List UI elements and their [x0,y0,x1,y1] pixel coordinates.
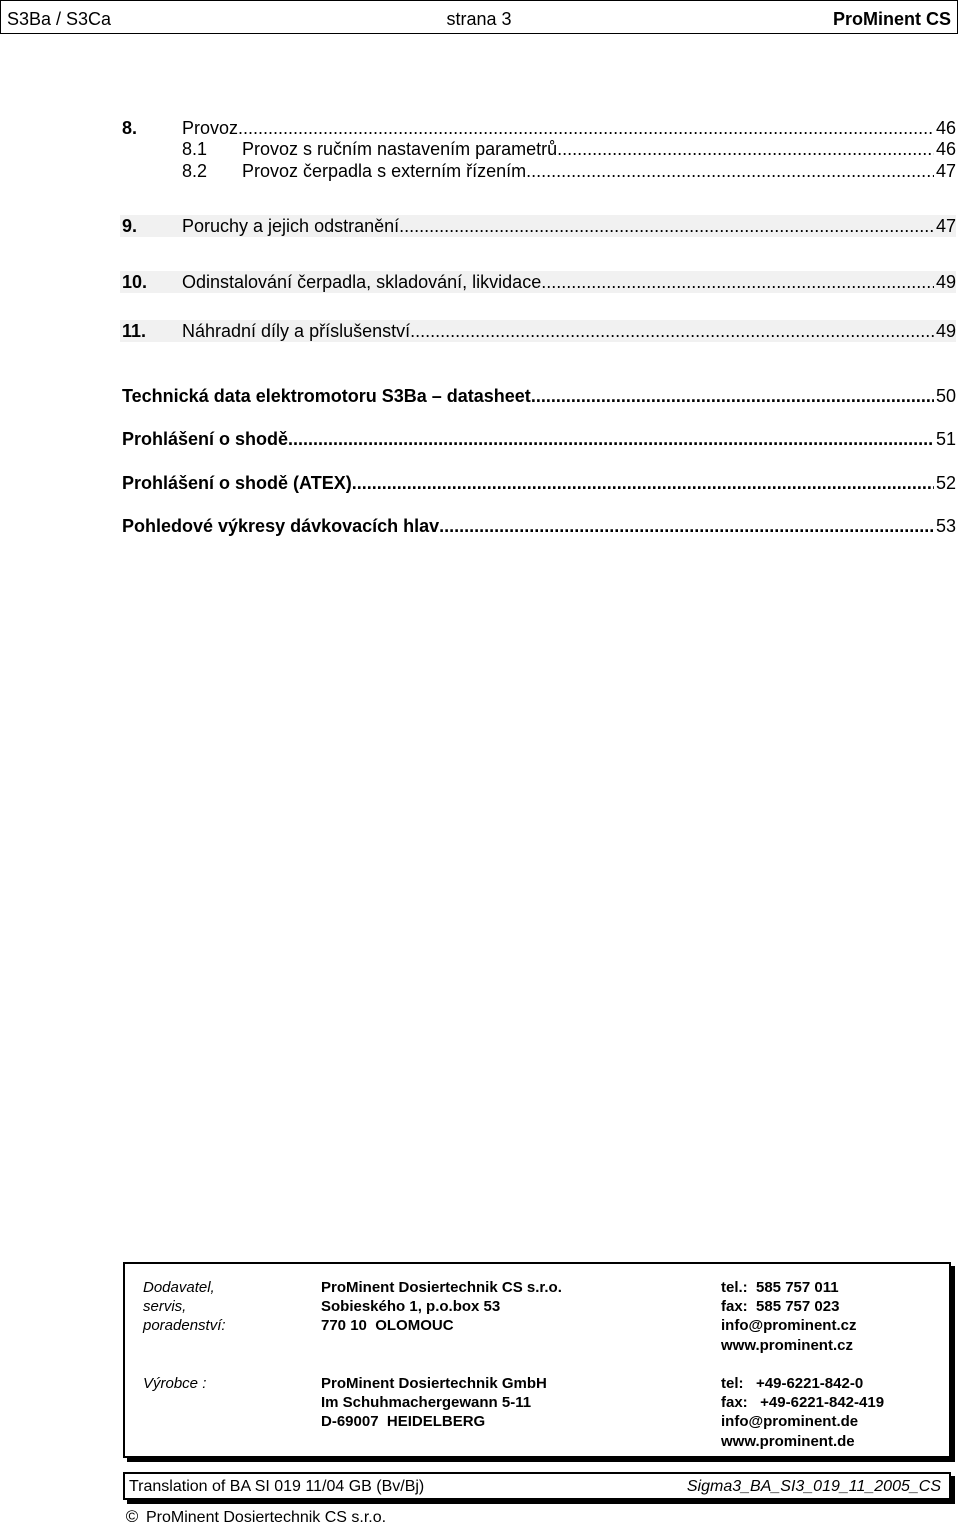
supplier-label: Dodavatel, [143,1279,215,1296]
supplier-fax: fax: 585 757 023 [721,1298,840,1315]
toc-leader [352,472,934,494]
toc-page: 50 [935,386,956,406]
toc-page: 47 [935,161,956,181]
toc-page: 51 [935,429,956,449]
toc-number: 11. [122,321,147,341]
contact-box [123,1262,951,1458]
header-company: ProMinent CS [832,9,951,29]
manufacturer-city: D-69007 HEIDELBERG [321,1413,486,1430]
toc-number: 8.2 [182,161,208,181]
toc-leader [410,320,934,342]
toc-page: 49 [935,321,956,341]
toc-number: 8. [122,118,138,138]
copyright-icon: © [125,1507,139,1526]
manufacturer-website[interactable]: www.prominent.de [721,1433,855,1450]
toc-page: 53 [935,516,956,536]
toc-leader [557,138,934,160]
header-page-number: strana 3 [446,9,512,29]
manufacturer-label: Výrobce : [143,1375,207,1392]
supplier-email[interactable]: info@prominent.cz [721,1317,857,1334]
page-header [0,0,958,34]
copyright-text: ProMinent Dosiertechnik CS s.r.o. [146,1509,387,1526]
toc-leader [541,271,934,293]
consulting-label: poradenství: [143,1317,226,1334]
toc-entry-8[interactable] [120,117,956,139]
toc-entry-8-1[interactable] [120,138,956,160]
supplier-street: Sobieského 1, p.o.box 53 [321,1298,501,1315]
manufacturer-street: Im Schuhmachergewann 5-11 [321,1394,532,1411]
toc-entry-datasheet[interactable] [120,385,956,407]
toc-title: Poruchy a jejich odstranění [182,216,400,236]
toc-page: 46 [935,118,956,138]
copyright-line [124,1507,386,1527]
toc-entry-11[interactable] [120,320,956,342]
footer-bar [123,1472,951,1500]
toc-title: Prohlášení o shodě (ATEX) [122,473,352,493]
toc-title: Provoz [182,118,239,138]
toc-entry-declaration-atex[interactable] [120,472,956,494]
toc-entry-10[interactable] [120,271,956,293]
toc-leader [238,117,934,139]
supplier-phone: tel.: 585 757 011 [721,1279,839,1296]
supplier-website[interactable]: www.prominent.cz [721,1337,853,1354]
toc-title: Odinstalování čerpadla, skladování, likvidace [182,272,542,292]
toc-title: Technická data elektromotoru S3Ba – datasheet [122,386,531,406]
toc-number: 8.1 [182,139,208,159]
manufacturer-email[interactable]: info@prominent.de [721,1413,859,1430]
toc-leader [531,385,934,407]
toc-title: Provoz s ručním nastavením parametrů [242,139,558,159]
toc-leader [439,515,934,537]
toc-title: Náhradní díly a příslušenství [182,321,411,341]
toc-number: 10. [122,272,148,292]
manufacturer-fax: fax: +49-6221-842-419 [721,1394,885,1411]
toc-entry-declaration[interactable] [120,428,956,450]
toc-page: 49 [935,272,956,292]
service-label: servis, [143,1298,187,1315]
toc-leader [526,160,934,182]
toc-page: 47 [935,216,956,236]
toc-entry-9[interactable] [120,215,956,237]
manufacturer-phone: tel: +49-6221-842-0 [721,1375,864,1392]
toc-title: Prohlášení o shodě [122,429,289,449]
toc-page: 52 [935,473,956,493]
toc-page: 46 [935,139,956,159]
toc-title: Provoz čerpadla s externím řízením [242,161,527,181]
header-doc-id: S3Ba / S3Ca [7,9,112,29]
toc-entry-8-2[interactable] [120,160,956,182]
toc-title: Pohledové výkresy dávkovacích hlav [122,516,440,536]
toc-number: 9. [122,216,138,236]
footer-document-code: Sigma3_BA_SI3_019_11_2005_CS [686,1478,941,1495]
toc-entry-drawings[interactable] [120,515,956,537]
manufacturer-name: ProMinent Dosiertechnik GmbH [321,1375,547,1392]
supplier-city: 770 10 OLOMOUC [321,1317,454,1334]
supplier-name: ProMinent Dosiertechnik CS s.r.o. [321,1279,562,1296]
toc-leader [288,428,934,450]
footer-translation-note: Translation of BA SI 019 11/04 GB (Bv/Bj) [129,1478,425,1495]
toc-leader [399,215,934,237]
